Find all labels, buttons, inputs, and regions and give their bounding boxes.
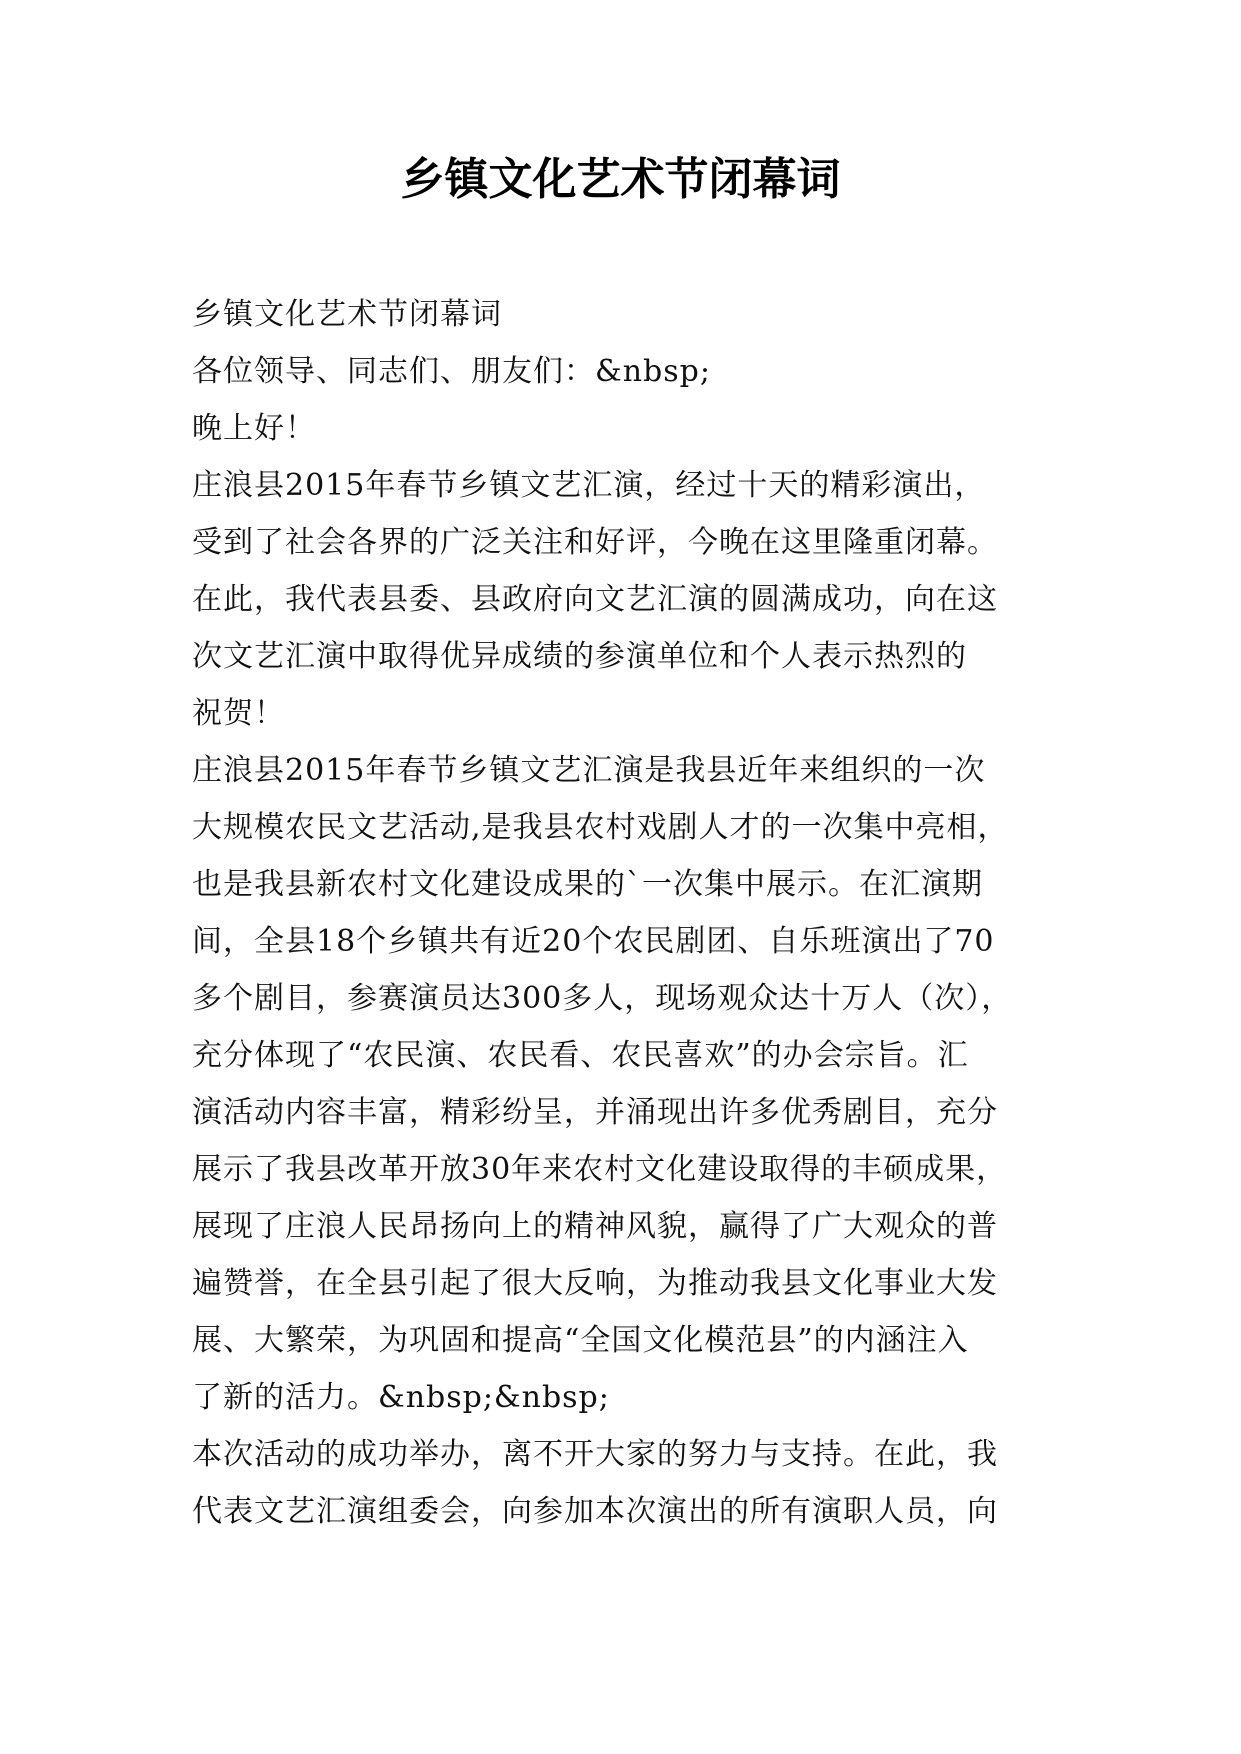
paragraph-salutation: 各位领导、同志们、朋友们：&nbsp; [192,354,711,389]
paragraph-thanks: 本次活动的成功举办，离不开大家的努力与支持。在此，我 代表文艺汇演组委会，向参加本次演出的所有演职人员，向 [192,1437,998,1529]
document-body [192,286,1072,1540]
paragraph-heading: 乡镇文化艺术节闭幕词 [192,297,502,332]
paragraph-greeting: 晚上好！ [192,411,316,446]
document-title: 乡镇文化艺术节闭幕词 [400,154,841,205]
paragraph-opening: 庄浪县2015年春节乡镇文艺汇演，经过十天的精彩演出， 受到了社会各界的广泛关注和好评，今晚在这里隆重闭幕。 在此，我代表县委、县政府向文艺汇演的圆满成功，向在这 次文艺汇演中取得优异成绩的参演单位和个人表示热烈的 祝贺！ [192,468,998,731]
paragraph-summary: 庄浪县2015年春节乡镇文艺汇演是我县近年来组织的一次 大规模农民文艺活动,是我县农村戏剧人才的一次集中亮相， 也是我县新农村文化建设成果的`一次集中展示。在汇演期 间，全县18个乡镇共有近20个农民剧团、自乐班演出了70 多个剧目，参赛演员达300多人，现场观众达十万人（次）， 充分体现了“农民演、农民看、农民喜欢”的办会宗旨。汇 演活动内容丰富，精彩纷呈，并涌现出许多优秀剧目，充分 展示了我县改革开放30年来农村文化建设取得的丰硕成果， 展现了庄浪人民昂扬向上的精神风貌，赢得了广大观众的普 遍赞誉，在全县引起了很大反响，为推动我县文化事业大发 展、大繁荣，为巩固和提高“全国文化模范县”的内涵注入 了新的活力。&nbsp;&nbsp; [192,753,1013,1415]
